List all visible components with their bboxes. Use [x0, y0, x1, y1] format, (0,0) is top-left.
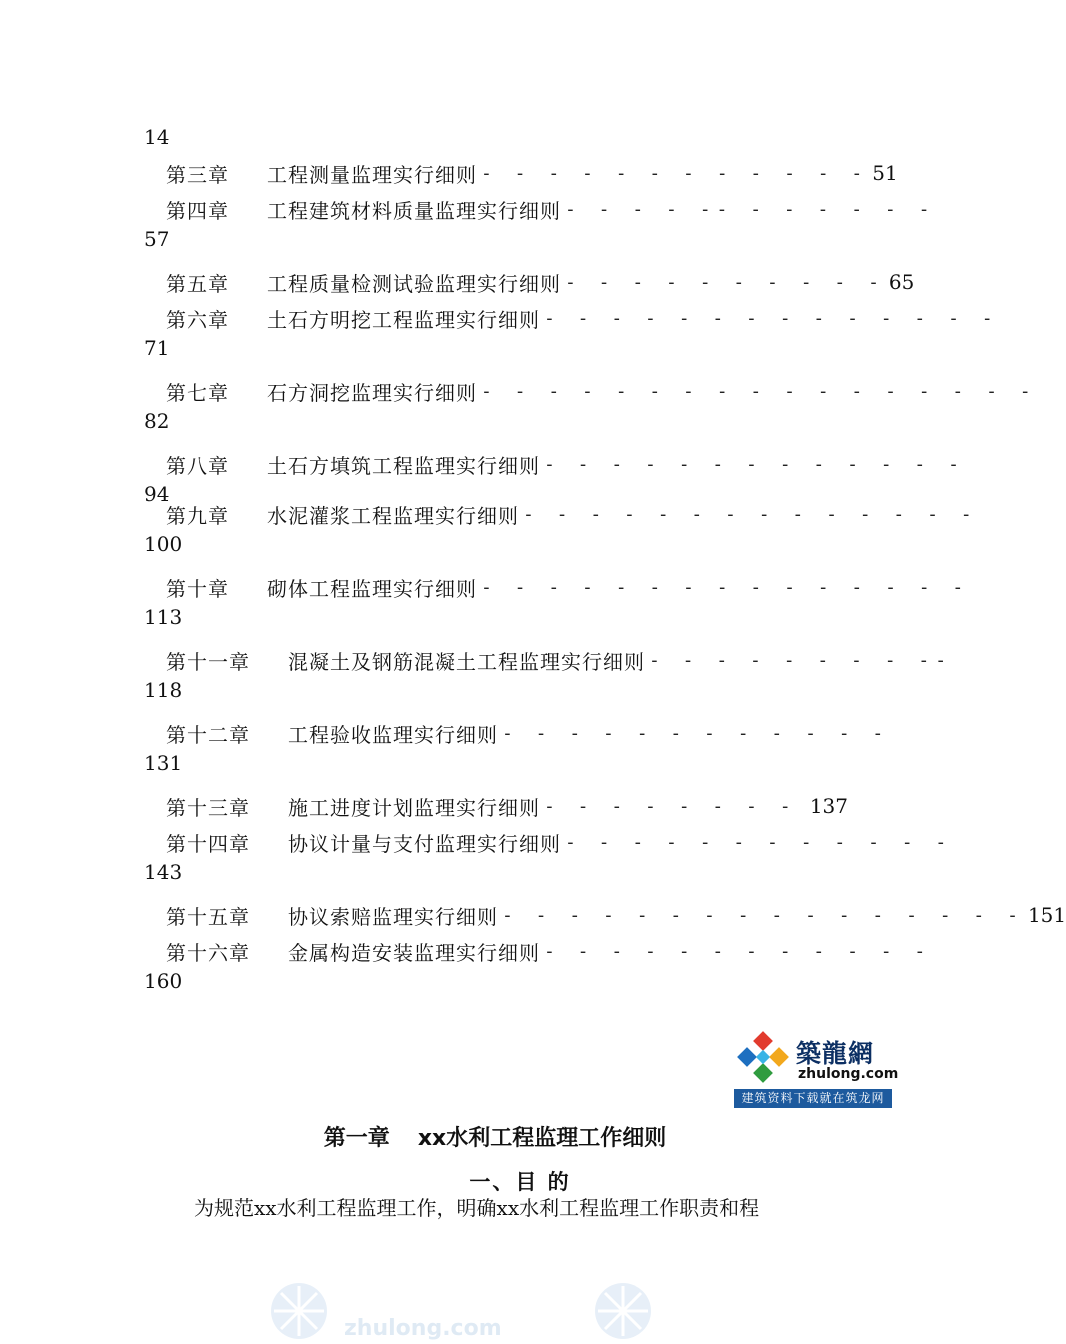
toc-chapter-title: 水泥灌浆工程监理实行细则: [267, 503, 519, 528]
toc-page-number: 71: [144, 336, 170, 360]
toc-page-number: 151: [1027, 903, 1066, 927]
toc-chapter-title: 协议索赔监理实行细则: [288, 904, 498, 929]
toc-page-number: 118: [144, 678, 183, 702]
toc-chapter-number: 第十四章: [166, 831, 250, 856]
body-paragraph: 为规范xx水利工程监理工作，明确xx水利工程监理工作职责和程: [194, 1196, 760, 1220]
toc-chapter-number: 第十章: [166, 576, 229, 601]
toc-chapter-number: 第三章: [166, 162, 229, 187]
watermark-text: zhulong.com: [344, 1316, 502, 1341]
toc-leader: - - - - - - - - --: [649, 649, 953, 671]
toc-chapter-number: 第十二章: [166, 722, 250, 747]
toc-entry: [166, 791, 848, 821]
watermark-snowflake-icon: [268, 1280, 330, 1342]
toc-entry: [166, 572, 970, 602]
toc-chapter-number: 第五章: [166, 271, 229, 296]
toc-chapter-number: 第八章: [166, 453, 229, 478]
toc-chapter-number: 第四章: [166, 198, 229, 223]
toc-page-number: 160: [144, 969, 183, 993]
toc-chapter-title: 石方洞挖监理实行细则: [267, 380, 477, 405]
toc-chapter-number: 第六章: [166, 307, 229, 332]
toc-entry: [166, 267, 915, 297]
toc-entry: [166, 499, 978, 529]
toc-entry: [166, 936, 932, 966]
toc-leader: - - - - - - - -: [544, 795, 797, 817]
section-heading: 一、目 的: [469, 1170, 571, 1194]
toc-leader: - - - - - - - - - - - - - - - -: [502, 904, 1024, 926]
toc-chapter-title: 金属构造安装监理实行细则: [288, 940, 540, 965]
toc-leader: - - - - -- - - - - - -: [565, 198, 936, 220]
toc-entry: [166, 449, 965, 479]
toc-chapter-title: 工程验收监理实行细则: [288, 722, 498, 747]
toc-entry: [166, 718, 890, 748]
toc-leader: - - - - - - - - - - - - - - - - -: [481, 380, 1037, 402]
logo-top: [734, 1028, 899, 1088]
toc-entry: [166, 827, 953, 857]
toc-leader: - - - - - - - - - - - - -: [544, 453, 965, 475]
toc-leader: - - - - - - - - - - - -: [502, 722, 890, 744]
toc-entry: [166, 303, 999, 333]
toc-entry: [166, 158, 898, 188]
toc-page-number: 14: [144, 125, 170, 149]
watermark-snowflake-icon: [592, 1280, 654, 1342]
toc-chapter-number: 第九章: [166, 503, 229, 528]
toc-leader: - - - - - - - - - - - - - -: [544, 307, 999, 329]
toc-chapter-title: 工程建筑材料质量监理实行细则: [267, 198, 561, 223]
toc-page-number: 113: [144, 605, 183, 629]
logo-url: zhulong.com: [798, 1066, 899, 1082]
toc-chapter-title: 协议计量与支付监理实行细则: [288, 831, 561, 856]
toc-leader: - - - - - - - - - - - - - - -: [481, 576, 970, 598]
toc-chapter-title: 砌体工程监理实行细则: [267, 576, 477, 601]
toc-entry: [166, 645, 953, 675]
toc-page-number: 143: [144, 860, 183, 884]
toc-page-number: 51: [872, 161, 898, 185]
chapter-heading: [0, 1121, 990, 1152]
toc-leader: - - - - - - - - - -: [565, 271, 885, 293]
zhulong-logo: [734, 1028, 899, 1108]
toc-leader: - - - - - - - - - - - - - -: [523, 503, 978, 525]
toc-entry: [166, 900, 1066, 930]
toc-leader: - - - - - - - - - - - -: [565, 831, 953, 853]
chapter-title: xx水利工程监理工作细则: [417, 1126, 667, 1151]
toc-chapter-title: 工程测量监理实行细则: [267, 162, 477, 187]
toc-chapter-title: 土石方填筑工程监理实行细则: [267, 453, 540, 478]
toc-entry: [166, 194, 936, 224]
toc-chapter-number: 第十六章: [166, 940, 250, 965]
toc-page-number: 100: [144, 532, 183, 556]
toc-chapter-title: 施工进度计划监理实行细则: [288, 795, 540, 820]
toc-page-number: 94: [144, 482, 170, 506]
toc-chapter-title: 工程质量检测试验监理实行细则: [267, 271, 561, 296]
toc-chapter-number: 第十三章: [166, 795, 250, 820]
toc-chapter-title: 土石方明挖工程监理实行细则: [267, 307, 540, 332]
watermark: [262, 1272, 722, 1344]
toc-chapter-title: 混凝土及钢筋混凝土工程监理实行细则: [288, 649, 645, 674]
toc-chapter-number: 第十五章: [166, 904, 250, 929]
toc-entry: [166, 376, 1037, 406]
toc-page-number: 137: [809, 794, 848, 818]
chapter-number: 第一章: [323, 1126, 390, 1151]
toc-leader: - - - - - - - - - - - -: [481, 162, 869, 184]
logo-name: 築龍網: [796, 1039, 875, 1068]
logo-tagline: 建筑资料下载就在筑龙网: [734, 1089, 892, 1108]
toc-page-number: 57: [144, 227, 170, 251]
toc-page-number: 65: [888, 270, 915, 294]
toc-chapter-number: 第七章: [166, 380, 229, 405]
toc-page-number: 82: [144, 409, 170, 433]
toc-page-number: 131: [144, 751, 183, 775]
toc-leader: - - - - - - - - - - - -: [544, 940, 932, 962]
toc-chapter-number: 第十一章: [166, 649, 250, 674]
pinwheel-logo-icon: [736, 1032, 792, 1086]
